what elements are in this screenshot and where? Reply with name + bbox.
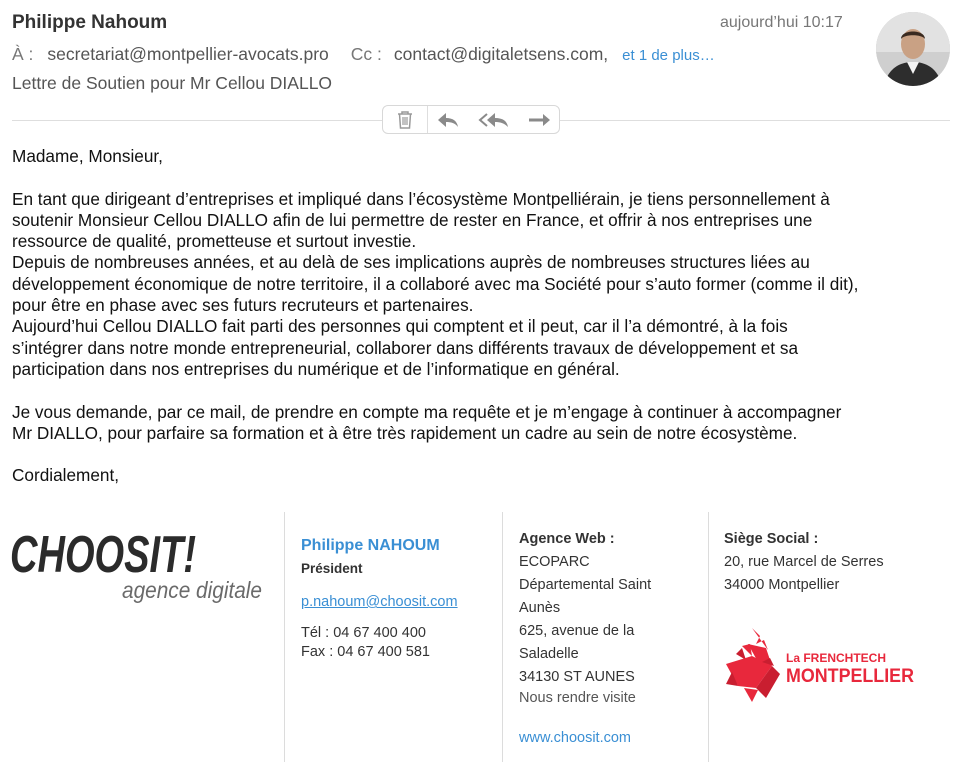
signature-hq <box>724 528 949 597</box>
frenchtech-logo <box>722 626 922 704</box>
forward-icon <box>527 111 551 129</box>
choosit-logo-image <box>10 520 272 610</box>
signature-role: Président <box>301 561 363 576</box>
to-label: À : <box>12 44 34 64</box>
agency-line: ECOPARC <box>519 554 590 570</box>
reply-all-icon <box>478 111 510 129</box>
avatar-photo-icon <box>876 12 950 86</box>
message-date: aujourd’hui 10:17 <box>720 14 843 31</box>
agency-line: Départemental Saint <box>519 577 652 593</box>
reply-icon <box>436 111 460 129</box>
cc-address[interactable]: contact@digitaletsens.com, <box>393 44 609 64</box>
body-line: En tant que dirigeant d’entreprises et impliqué dans l’écosystème Montpelliérain, je tiens personnellement à <box>12 188 830 209</box>
signature-email-link[interactable]: p.nahoum@choosit.com <box>301 594 458 610</box>
trash-icon <box>396 110 414 130</box>
agency-line: Saladelle <box>519 646 579 662</box>
body-line: pour être en phase avec ses futurs recruteurs et partenaires. <box>12 295 474 316</box>
agency-line: 34130 ST AUNES <box>519 669 635 685</box>
hq-line: 20, rue Marcel de Serres <box>724 554 884 570</box>
message-toolbar <box>382 105 560 134</box>
signature-tel: Tél : 04 67 400 400 <box>301 625 426 641</box>
reply-all-button[interactable] <box>468 106 519 133</box>
signature-divider <box>502 512 503 762</box>
agency-line: 625, avenue de la <box>519 623 635 639</box>
body-line: soutenir Monsieur Cellou DIALLO afin de lui permettre de rester en France, et offrir à nos entreprises une <box>12 209 813 230</box>
frenchtech-city-text: MONTPELLIER <box>786 666 915 687</box>
signature-divider <box>284 512 285 762</box>
signature-agency <box>519 528 699 750</box>
sender-name[interactable]: Philippe Nahoum <box>12 12 168 33</box>
recipients-line <box>12 44 715 65</box>
cc-label: Cc : <box>350 44 382 64</box>
body-line: s’intégrer dans notre monde entrepreneurial, collaborer dans différents travaux de développement et sa <box>12 337 799 358</box>
visit-text: Nous rendre visite <box>519 690 636 706</box>
website-link[interactable]: www.choosit.com <box>519 730 632 746</box>
logo-sub-text: agence digitale <box>122 577 262 603</box>
body-line: développement économique de notre territoire, il a collaboré avec ma Société pour s’auto former (comme il dit), <box>12 273 859 294</box>
reply-button[interactable] <box>428 106 468 133</box>
subject-line: Lettre de Soutien pour Mr Cellou DIALLO <box>12 73 333 93</box>
body-line: Mr DIALLO, pour parfaire sa formation et à être très rapidement un cadre au sein de notre écosystème. <box>12 422 798 443</box>
logo-main-text: CHOOSIT! <box>10 526 196 584</box>
hq-line: 34000 Montpellier <box>724 577 840 593</box>
choosit-logo <box>10 520 272 610</box>
message-header <box>0 0 960 120</box>
signature-fax: Fax : 04 67 400 581 <box>301 644 430 660</box>
body-line: participation dans nos entreprises du numérique et de l’informatique en général. <box>12 358 620 379</box>
more-recipients-link[interactable]: et 1 de plus… <box>622 47 715 64</box>
body-line: Aujourd’hui Cellou DIALLO fait parti des personnes qui comptent et il peut, car il l’a démontré, à la fois <box>12 316 788 337</box>
frenchtech-top-text: La FRENCHTECH <box>786 651 887 665</box>
frenchtech-rooster-icon <box>722 626 922 704</box>
hq-title: Siège Social : <box>724 531 819 547</box>
signature-name: Philippe NAHOUM <box>301 537 440 554</box>
delete-button[interactable] <box>383 106 428 133</box>
message-body <box>12 146 947 487</box>
agency-title: Agence Web : <box>519 531 615 547</box>
body-line: ressource de qualité, prometteuse et surtout investie. <box>12 231 417 252</box>
closing: Cordialement, <box>12 465 119 486</box>
avatar[interactable] <box>876 12 950 86</box>
to-address[interactable]: secretariat@montpellier-avocats.pro <box>47 44 329 64</box>
body-line: Depuis de nombreuses années, et au delà de ses implications auprès de nombreuses structures liées au <box>12 252 810 273</box>
body-line: Je vous demande, par ce mail, de prendre en compte ma requête et je m’engage à continuer à accompagner <box>12 401 842 422</box>
agency-line: Aunès <box>519 600 561 616</box>
forward-button[interactable] <box>519 106 559 133</box>
signature-divider <box>708 512 709 762</box>
signature-contact <box>301 534 496 662</box>
greeting: Madame, Monsieur, <box>12 146 163 166</box>
